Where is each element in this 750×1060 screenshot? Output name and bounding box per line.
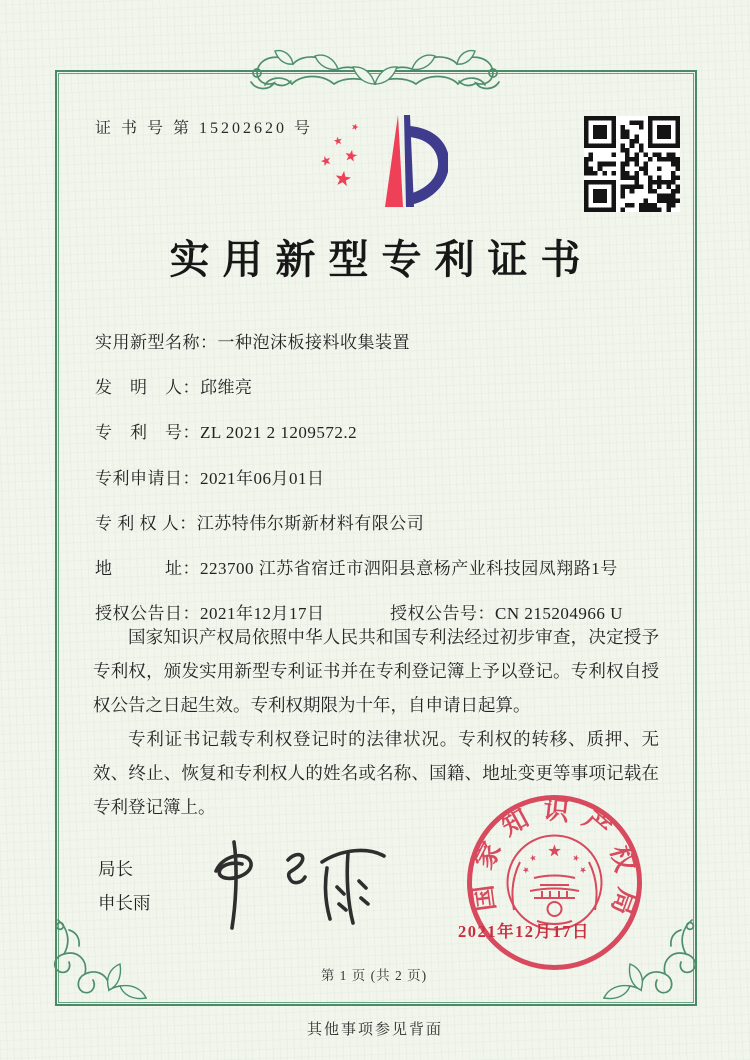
commissioner-name: 申长雨: [98, 893, 151, 913]
field-label: 发 明 人：: [95, 378, 200, 397]
body-paragraph-grant-statement: 国家知识产权局依照中华人民共和国专利法经过初步审查，决定授予专利权，颁发实用新型专利证书并在专利登记簿上予以登记。专利权自授权公告之日起生效。专利权期限为十年，自申请日起算。: [93, 627, 659, 715]
national-emblem-icon: [508, 836, 602, 930]
field-row-filing-date: [95, 464, 325, 489]
field-label: 地 址：: [95, 559, 200, 578]
certificate-title: 实用新型专利证书: [169, 237, 594, 282]
bottom-left-flourish-ornament-icon: [52, 916, 164, 1008]
commissioner-signature: [196, 830, 401, 935]
back-side-note: 其他事项参见背面: [306, 1022, 443, 1038]
grant-number-label: 授权公告号：: [390, 604, 495, 623]
field-value: ZL 2021 2 1209572.2: [200, 423, 358, 442]
field-label: 实用新型名称：: [95, 333, 218, 352]
field-value: 223700 江苏省宿迁市泗阳县意杨产业科技园凤翔路1号: [200, 559, 618, 578]
body-paragraph-register-statement: 专利证书记载专利权登记时的法律状况。专利权的转移、质押、无效、终止、恢复和专利权人的姓名或名称、国籍、地址变更等事项记载在专利登记簿上。: [93, 729, 659, 817]
grant-date-label: 授权公告日：: [95, 604, 200, 623]
certificate-number: 证 书 号 第 15202620 号: [95, 120, 314, 137]
field-label: 专利申请日：: [95, 469, 200, 488]
qr-code: [584, 116, 680, 212]
cnipa-logo-icon: [303, 110, 448, 216]
field-row-address: [95, 554, 618, 579]
seal-ring-text: 国家知识产权局: [466, 795, 643, 930]
field-row-inventor: [95, 373, 253, 398]
top-flourish-ornament-icon: [245, 42, 505, 98]
commissioner-title: 局长: [98, 859, 133, 879]
field-label: 专 利 权 人：: [95, 514, 197, 533]
field-value: 邱维亮: [200, 378, 253, 397]
field-row-patentee: [95, 509, 424, 534]
grant-number-value: CN 215204966 U: [495, 604, 623, 623]
field-row-utility-model-name: [95, 328, 410, 353]
seal-date: 2021年12月17日: [458, 922, 590, 941]
field-value: 2021年06月01日: [200, 469, 325, 488]
page-number: 第 1 页 (共 2 页): [320, 968, 428, 983]
official-seal: [462, 790, 647, 975]
field-value: 一种泡沫板接料收集装置: [217, 333, 410, 352]
svg-text:国家知识产权局: [467, 795, 643, 930]
field-label: 专 利 号：: [95, 423, 200, 442]
grant-date-value: 2021年12月17日: [200, 604, 325, 623]
field-value: 江苏特伟尔斯新材料有限公司: [196, 514, 425, 533]
field-row-patent-number: [95, 418, 357, 443]
